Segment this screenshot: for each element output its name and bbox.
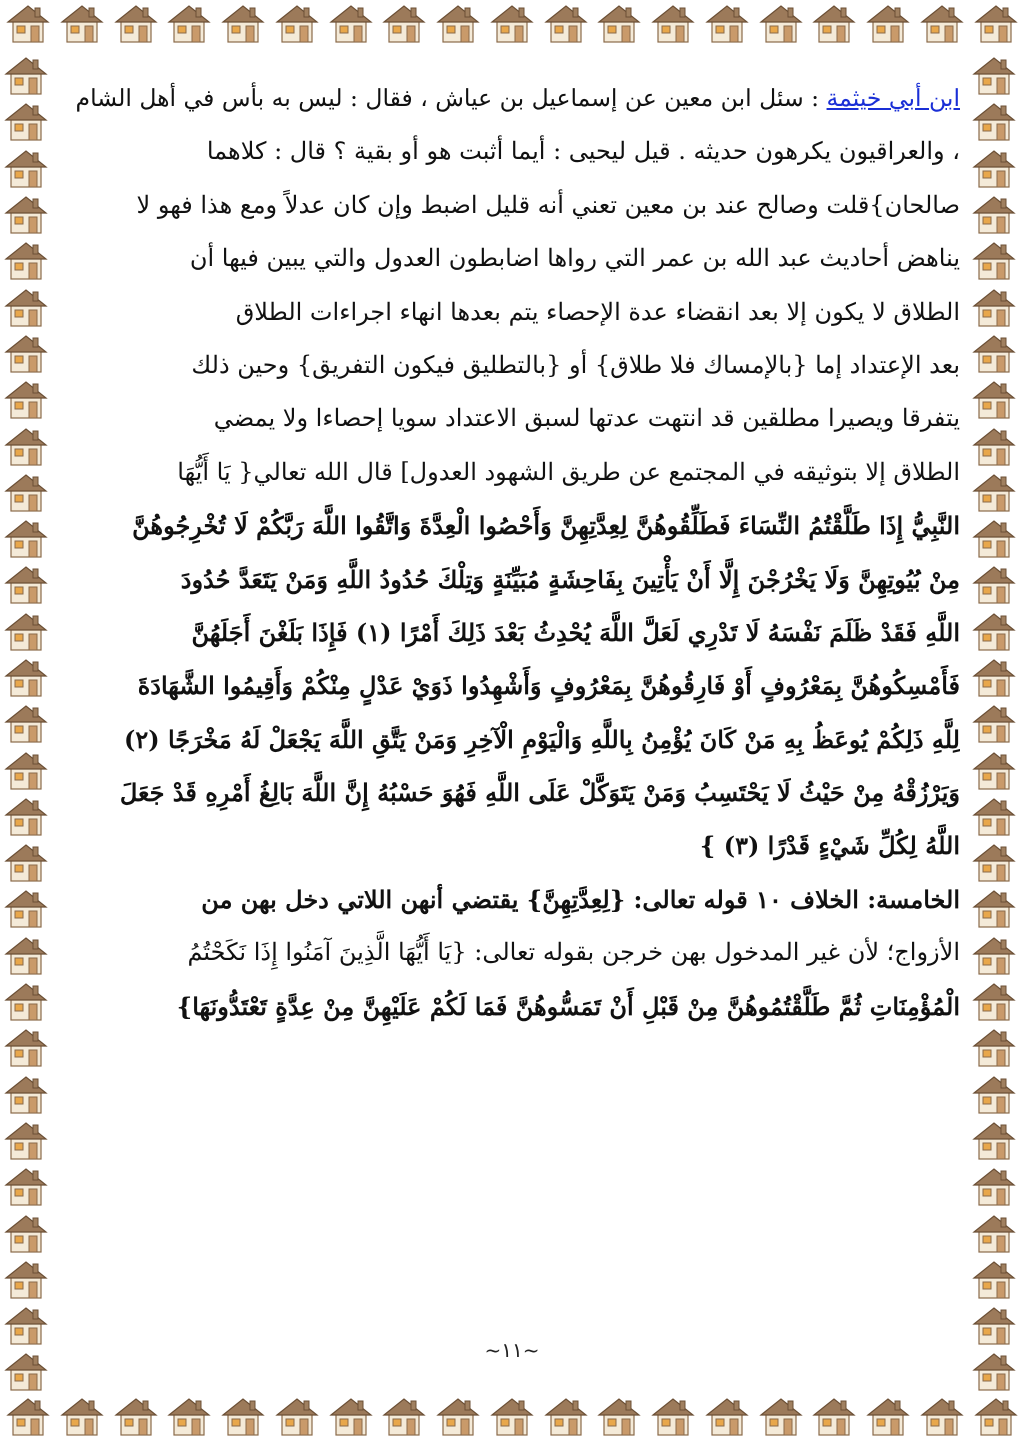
house-icon <box>542 2 590 44</box>
quran-verse-line: فَأَمْسِكُوهُنَّ بِمَعْرُوفٍ أَوْ فَارِقُوهُنَّ بِمَعْرُوفٍ وَأَشْهِدُوا ذَوَيْ عَدْلٍ مِنْكُمْ وَأَقِيمُوا الشَّهَادَةَ <box>137 671 960 701</box>
house-icon <box>2 517 50 559</box>
house-icon <box>970 471 1018 513</box>
house-icon <box>2 795 50 837</box>
house-icon <box>970 517 1018 559</box>
house-icon <box>970 100 1018 142</box>
house-icon <box>219 1395 267 1437</box>
page-number: ~١١~ <box>484 1338 540 1362</box>
house-icon <box>4 2 52 44</box>
house-icon <box>273 2 321 44</box>
house-icon <box>2 702 50 744</box>
house-icon <box>2 934 50 976</box>
house-icon <box>2 54 50 96</box>
border-left <box>2 52 54 1395</box>
house-icon <box>970 1026 1018 1068</box>
house-icon <box>2 749 50 791</box>
house-icon <box>2 841 50 883</box>
house-icon <box>757 2 805 44</box>
quran-verse-line: مِنْ بُيُوتِهِنَّ وَلَا يَخْرُجْنَ إِلَّا أَنْ يَأْتِينَ بِفَاحِشَةٍ مُبَيِّنَةٍ وَتِلْكَ حُدُودُ اللَّهِ وَمَنْ يَتَعَدَّ حُدُودَ <box>180 564 960 594</box>
house-icon <box>864 1395 912 1437</box>
house-icon <box>488 1395 536 1437</box>
house-icon <box>970 193 1018 235</box>
house-icon <box>434 1395 482 1437</box>
house-icon <box>2 147 50 189</box>
house-icon <box>970 286 1018 328</box>
house-icon <box>970 563 1018 605</box>
house-icon <box>2 332 50 374</box>
house-icon <box>273 1395 321 1437</box>
house-icon <box>327 2 375 44</box>
house-icon <box>970 332 1018 374</box>
house-icon <box>2 378 50 420</box>
quran-verse-line: وَيَرْزُقْهُ مِنْ حَيْثُ لَا يَحْتَسِبُ وَمَنْ يَتَوَكَّلْ عَلَى اللَّهِ فَهُوَ حَسْبُهُ إِنَّ اللَّهَ بَالِغُ أَمْرِهِ قَدْ جَعَلَ <box>119 778 960 808</box>
house-icon <box>970 1119 1018 1161</box>
text-line: الأزواج؛ لأن غير المدخول بهن خرجن بقوله تعالى: {يَا أَيُّهَا الَّذِينَ آمَنُوا إِذَا نَكَحْتُمُ <box>187 938 960 967</box>
house-icon <box>2 471 50 513</box>
border-right <box>970 52 1022 1395</box>
house-icon <box>2 980 50 1022</box>
house-icon <box>703 2 751 44</box>
house-icon <box>970 1073 1018 1115</box>
text-line: بعد الإعتداد إما {بالإمساك فلا طلاق} أو {بالتطليق فيكون التفريق} وحين ذلك <box>191 350 960 379</box>
narrator-link[interactable]: ابن أبي خيثمة <box>826 84 960 112</box>
house-icon <box>970 702 1018 744</box>
quran-verse-line: النَّبِيُّ إِذَا طَلَّقْتُمُ النِّسَاءَ فَطَلِّقُوهُنَّ لِعِدَّتِهِنَّ وَأَحْصُوا الْعِدَّةَ وَاتَّقُوا اللَّهَ رَبَّكُمْ لَا تُخْرِجُوهُنَّ <box>132 511 960 541</box>
house-icon <box>2 1165 50 1207</box>
quran-verse-line: اللَّهِ فَقَدْ ظَلَمَ نَفْسَهُ لَا تَدْرِي لَعَلَّ اللَّهَ يُحْدِثُ بَعْدَ ذَلِكَ أَمْرًا (١) فَإِذَا بَلَغْنَ أَجَلَهُنَّ <box>191 617 960 647</box>
house-icon <box>2 1073 50 1115</box>
house-icon <box>649 2 697 44</box>
house-icon <box>488 2 536 44</box>
line-text: : سئل ابن معين عن إسماعيل بن عياش ، فقال : ليس به بأس في أهل الشام <box>75 84 827 112</box>
house-icon <box>2 1026 50 1068</box>
text-line: يناهض أحاديث عبد الله بن عمر التي رواها اضابطون العدول والتي يبين فيها أن <box>189 244 960 273</box>
house-icon <box>970 1165 1018 1207</box>
house-icon <box>2 100 50 142</box>
house-icon <box>970 749 1018 791</box>
house-icon <box>970 610 1018 652</box>
house-icon <box>2 887 50 929</box>
text-line: صالحان}قلت وصالح عند بن معين تعني أنه قليل اضبط وإن كان عدلاً ومع هذا فهو لا <box>136 190 960 219</box>
house-icon <box>2 193 50 235</box>
text-line: ، والعراقيون يكرهون حديثه . قيل ليحيى : أيما أثبت هو أو بقية ؟ قال : كلاهما <box>206 137 960 166</box>
border-top <box>0 2 1024 54</box>
house-icon <box>970 795 1018 837</box>
house-icon <box>327 1395 375 1437</box>
house-icon <box>970 656 1018 698</box>
house-icon <box>2 1258 50 1300</box>
house-icon <box>112 2 160 44</box>
house-icon <box>970 54 1018 96</box>
house-icon <box>970 887 1018 929</box>
house-icon <box>595 2 643 44</box>
house-icon <box>2 656 50 698</box>
house-icon <box>810 2 858 44</box>
house-icon <box>970 1212 1018 1254</box>
house-icon <box>219 2 267 44</box>
text-line <box>64 72 960 125</box>
border-bottom <box>0 1395 1024 1447</box>
house-icon <box>970 1258 1018 1300</box>
house-icon <box>2 1119 50 1161</box>
page-text <box>64 72 960 1033</box>
house-icon <box>2 1212 50 1254</box>
house-icon <box>380 2 428 44</box>
house-icon <box>972 2 1020 44</box>
text-line: الطلاق إلا بتوثيقه في المجتمع عن طريق الشهود العدول] قال الله تعالي{ يَا أَيُّهَا <box>177 457 960 486</box>
house-icon <box>918 1395 966 1437</box>
text-line: يتفرقا ويصيرا مطلقين قد انتهت عدتها لسبق الاعتداد سويا إحصاءا ولا يمضي <box>213 404 960 433</box>
house-icon <box>2 425 50 467</box>
house-icon <box>970 147 1018 189</box>
house-icon <box>112 1395 160 1437</box>
section-heading-line: الخامسة: الخلاف ١٠ قوله تعالى: {لِعِدَّتِهِنَّ} يقتضي أنهن اللاتي دخل بهن من <box>201 884 960 914</box>
house-icon <box>864 2 912 44</box>
house-icon <box>970 841 1018 883</box>
text-line: الطلاق لا يكون إلا بعد انقضاء عدة الإحصاء يتم بعدها انهاء اجراءات الطلاق <box>235 297 960 326</box>
house-icon <box>918 2 966 44</box>
house-icon <box>970 239 1018 281</box>
house-icon <box>2 239 50 281</box>
house-icon <box>2 286 50 328</box>
house-icon <box>2 563 50 605</box>
house-icon <box>380 1395 428 1437</box>
house-icon <box>970 934 1018 976</box>
house-icon <box>703 1395 751 1437</box>
house-icon <box>58 1395 106 1437</box>
house-icon <box>542 1395 590 1437</box>
house-icon <box>2 610 50 652</box>
house-icon <box>970 425 1018 467</box>
house-icon <box>595 1395 643 1437</box>
quran-verse-line: الْمُؤْمِنَاتِ ثُمَّ طَلَّقْتُمُوهُنَّ مِنْ قَبْلِ أَنْ تَمَسُّوهُنَّ فَمَا لَكُمْ عَلَيْهِنَّ مِنْ عِدَّةٍ تَعْتَدُّونَهَا} <box>176 991 960 1021</box>
house-icon <box>972 1395 1020 1437</box>
house-icon <box>970 378 1018 420</box>
house-icon <box>4 1395 52 1437</box>
house-icon <box>810 1395 858 1437</box>
house-icon <box>757 1395 805 1437</box>
house-icon <box>58 2 106 44</box>
quran-verse-line: اللَّهُ لِكُلِّ شَيْءٍ قَدْرًا (٣) } <box>699 831 960 861</box>
house-icon <box>970 980 1018 1022</box>
house-icon <box>434 2 482 44</box>
house-icon <box>165 1395 213 1437</box>
quran-verse-line: لِلَّهِ ذَلِكُمْ يُوعَظُ بِهِ مَنْ كَانَ يُؤْمِنُ بِاللَّهِ وَالْيَوْمِ الْآخِرِ وَمَنْ يَتَّقِ اللَّهَ يَجْعَلْ لَهُ مَخْرَجًا (٢) <box>124 724 960 754</box>
house-icon <box>165 2 213 44</box>
house-icon <box>649 1395 697 1437</box>
